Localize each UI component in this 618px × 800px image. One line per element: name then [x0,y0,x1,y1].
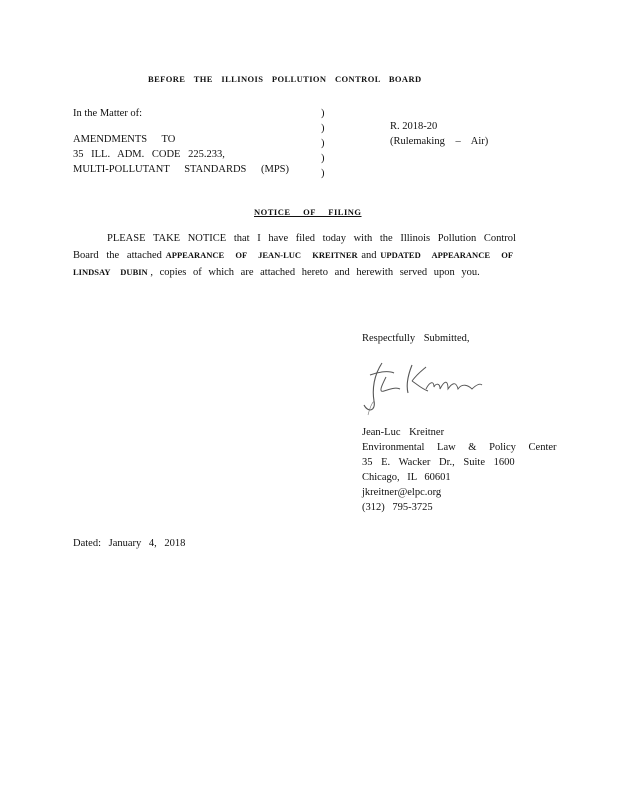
notice-title: NOTICE OF FILING [254,207,362,217]
paren: ) [321,138,325,149]
signature-block [362,425,557,515]
docket-type: (Rulemaking – Air) [390,136,489,147]
signer-org: Environmental Law & Policy Center [362,442,557,453]
signature [360,355,490,417]
caption-left [73,132,289,177]
signer-city: Chicago, IL 60601 [362,472,451,483]
notice-paragraph [73,247,513,281]
signer-email[interactable]: jkreitner@elpc.org [362,487,442,498]
signer-phone: (312) 795-3725 [362,502,433,513]
notice-line-1: PLEASE TAKE NOTICE that I have filed today with the Illinois Pollution Control [107,233,516,244]
document-header: BEFORE THE ILLINOIS POLLUTION CONTROL BOARD [148,74,422,84]
document-2: UPDATED APPEARANCE OF LINDSAY DUBIN [73,250,514,277]
date-line: Dated: January 4, 2018 [73,538,186,549]
caption-parens [321,106,325,181]
paren: ) [321,123,325,134]
docket-number: R. 2018-20 [390,121,438,132]
docket-info [390,119,488,149]
notice-and: and [361,250,377,261]
closing-salutation: Respectfully Submitted, [362,333,470,344]
notice-board-text: Board the attached [73,250,162,261]
paren: ) [321,168,325,179]
caption-line-3: MULTI-POLLUTANT STANDARDS (MPS) [73,164,289,175]
document-1: APPEARANCE OF JEAN-LUC KREITNER [165,250,358,260]
signer-street: 35 E. Wacker Dr., Suite 1600 [362,457,515,468]
paren: ) [321,153,325,164]
notice-tail: , copies of which are attached hereto and herewith served upon you. [150,267,480,278]
matter-label: In the Matter of: [73,108,143,119]
caption-line-1: AMENDMENTS TO [73,134,176,145]
signer-name: Jean-Luc Kreitner [362,427,445,438]
caption-line-2: 35 ILL. ADM. CODE 225.233, [73,149,225,160]
paren: ) [321,108,325,119]
